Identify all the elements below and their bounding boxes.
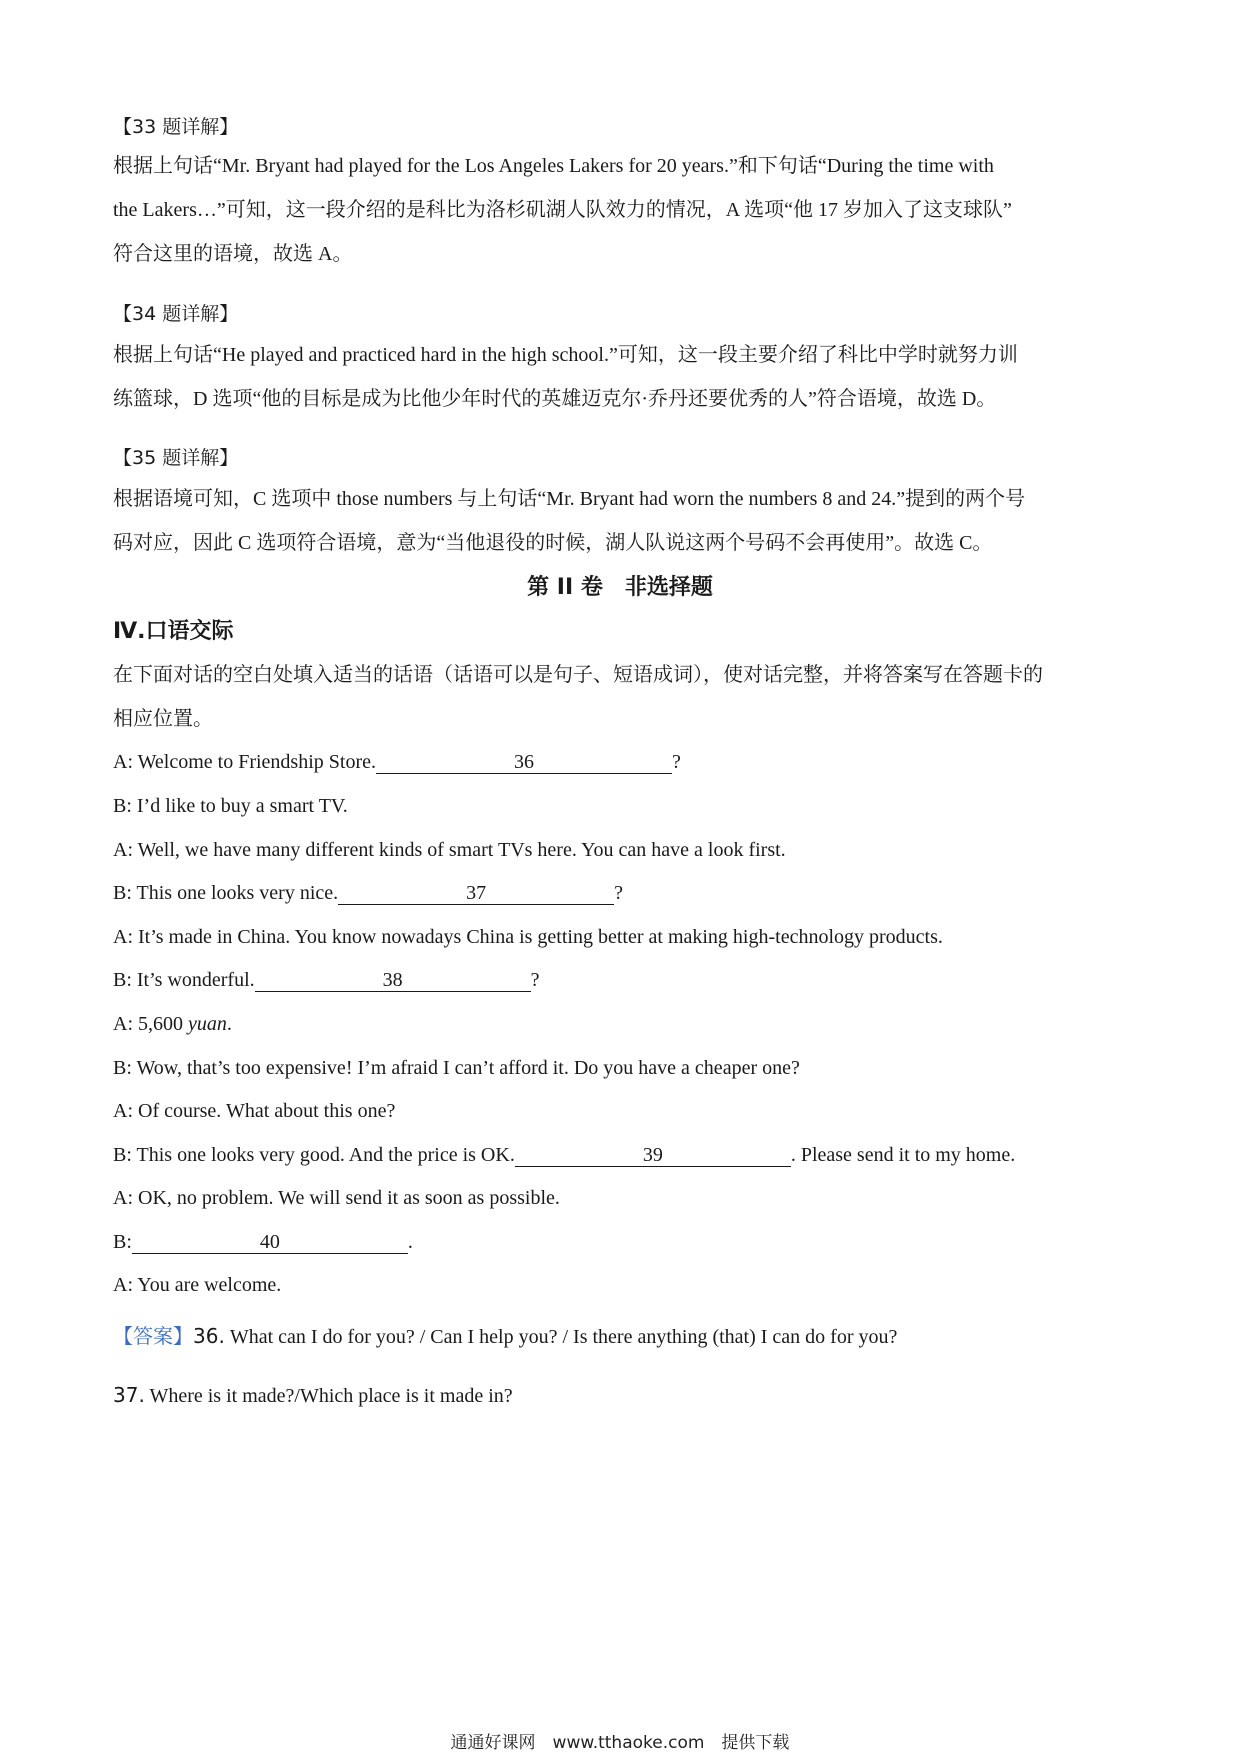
dialogue-line: A: OK, no problem. We will send it as soon as possible. xyxy=(113,1187,560,1209)
q35-line-1: 根据语境可知，C 选项中 those numbers 与上句话“Mr. Bryant had worn the numbers 8 and 24.”提到的两个号 xyxy=(113,488,1026,510)
answer-tag: 【答案】 xyxy=(113,1324,193,1348)
answer-blank-37[interactable]: 37 xyxy=(338,882,614,905)
answer-line-36: 【答案】36. What can I do for you? / Can I help you? / Is there anything (that) I can do for you? xyxy=(113,1324,898,1348)
dialogue-line: A: Welcome to Friendship Store. 36 ? xyxy=(113,751,681,773)
answer-line-37: 37. Where is it made?/Which place is it made in? xyxy=(113,1383,513,1407)
q33-line-2: the Lakers…”可知，这一段介绍的是科比为洛杉矶湖人队效力的情况，A 选项“他 17 岁加入了这支球队” xyxy=(113,199,1012,221)
dialogue-line: A: Of course. What about this one? xyxy=(113,1100,396,1122)
dialogue-line: B: 40 . xyxy=(113,1231,413,1253)
dialogue-line: B: This one looks very nice. 37 ? xyxy=(113,882,624,904)
dialogue-line: B: This one looks very good. And the price is OK. 39 . Please send it to my home. xyxy=(113,1144,1016,1166)
dialogue-line: A: It’s made in China. You know nowadays China is getting better at making high-technology products. xyxy=(113,926,943,948)
q35-heading: 【35 题详解】 xyxy=(113,447,239,469)
q34-line-1: 根据上句话“He played and practiced hard in the high school.”可知，这一段主要介绍了科比中学时就努力训 xyxy=(113,344,1018,366)
answer-blank-39[interactable]: 39 xyxy=(515,1144,791,1167)
dialogue-line: A: You are welcome. xyxy=(113,1274,282,1296)
section-title: Ⅳ.口语交际 xyxy=(113,619,234,644)
instructions-line-2: 相应位置。 xyxy=(113,708,213,730)
answer-blank-38[interactable]: 38 xyxy=(255,969,531,992)
q34-line-2: 练篮球，D 选项“他的目标是成为比他少年时代的英雄迈克尔·乔丹还要优秀的人”符合语境，故选 D。 xyxy=(113,388,997,410)
q35-line-2: 码对应，因此 C 选项符合语境，意为“当他退役的时候，湖人队说这两个号码不会再使用”。故选 C。 xyxy=(113,532,993,554)
q34-heading: 【34 题详解】 xyxy=(113,303,239,325)
dialogue-line: B: Wow, that’s too expensive! I’m afraid I can’t afford it. Do you have a cheaper one? xyxy=(113,1057,800,1079)
answer-blank-40[interactable]: 40 xyxy=(132,1231,408,1254)
instructions-line-1: 在下面对话的空白处填入适当的话语（话语可以是句子、短语成词），使对话完整，并将答案写在答题卡的 xyxy=(113,664,1043,686)
q33-line-1: 根据上句话“Mr. Bryant had played for the Los Angeles Lakers for 20 years.”和下句话“During the time with xyxy=(113,155,994,177)
part-title: 第 II 卷 非选择题 xyxy=(527,575,713,600)
q33-line-3: 符合这里的语境，故选 A。 xyxy=(113,243,353,265)
page-footer: 通通好课网 www.tthaoke.com 提供下载 xyxy=(450,1733,790,1753)
answer-blank-36[interactable]: 36 xyxy=(376,751,672,774)
q33-heading: 【33 题详解】 xyxy=(113,116,239,138)
dialogue-line: A: 5,600 yuan. xyxy=(113,1013,232,1035)
dialogue-line: B: I’d like to buy a smart TV. xyxy=(113,795,348,817)
dialogue-line: A: Well, we have many different kinds of smart TVs here. You can have a look first. xyxy=(113,839,786,861)
dialogue-line: B: It’s wonderful. 38 ? xyxy=(113,969,540,991)
